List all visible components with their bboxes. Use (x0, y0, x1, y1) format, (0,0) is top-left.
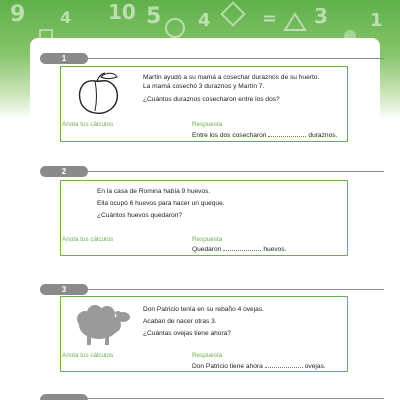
exercise-question: ¿Cuántas ovejas tiene ahora? (143, 330, 231, 337)
decorative-symbol: 1 (370, 10, 383, 31)
exercise-line: La mamá cosechó 3 duraznos y Martín 7. (143, 83, 265, 90)
decorative-symbol: 3 (314, 4, 328, 28)
exercise-line: Acaban de nacer otras 3. (143, 318, 217, 325)
exercise-number: 3 (40, 284, 88, 295)
decorative-symbol: = (262, 8, 278, 29)
exercise-line: Martín ayudó a su mamá a cosechar duraznos de su huerto. (143, 74, 320, 81)
answer-suffix: duraznos. (308, 132, 338, 139)
peach-icon (71, 71, 127, 117)
exercise-number: 2 (40, 166, 88, 177)
next-exercise-tab (40, 394, 88, 400)
answer-prefix: Quedaron (192, 246, 222, 253)
sheep-icon (73, 303, 133, 347)
answer-blank[interactable] (265, 361, 303, 368)
answer-suffix: ovejas. (304, 363, 326, 370)
decorative-symbol: 5 (146, 4, 162, 29)
exercise-number: 1 (40, 53, 88, 64)
answer-prefix: Don Patricio tiene ahora (192, 363, 263, 370)
calculations-label: Anota tus cálculos (62, 121, 114, 128)
answer-suffix: huevos. (263, 246, 287, 253)
answer-sentence (192, 244, 286, 253)
exercise-question: ¿Cuántos huevos quedaron? (97, 212, 183, 219)
exercise-line: Ella ocupó 6 huevos para hacer un queque. (97, 200, 225, 207)
divider (88, 289, 384, 290)
answer-prefix: Entre los dos cosecharon (192, 132, 267, 139)
decorative-symbol: 4 (198, 10, 211, 31)
calculations-label: Anota tus cálculos (62, 352, 114, 359)
answer-blank[interactable] (268, 130, 306, 137)
divider (88, 58, 384, 59)
exercise-line: En la casa de Romina había 9 huevos. (97, 188, 211, 195)
exercise-question: ¿Cuántos duraznos cosecharon entre los dos? (143, 96, 280, 103)
decorative-symbol: 9 (10, 2, 26, 27)
answer-label: Respuesta (192, 352, 223, 359)
decorative-symbol: 4 (60, 8, 72, 27)
answer-label: Respuesta (192, 121, 223, 128)
answer-blank[interactable] (223, 244, 261, 251)
divider (88, 398, 384, 399)
exercise-line: Don Patricio tenía en su rebaño 4 ovejas. (143, 306, 264, 313)
answer-label: Respuesta (192, 236, 223, 243)
answer-sentence (192, 130, 337, 139)
divider (88, 171, 384, 172)
answer-sentence (192, 361, 326, 370)
decorative-symbol: 10 (108, 0, 136, 24)
calculations-label: Anota tus cálculos (62, 236, 114, 243)
